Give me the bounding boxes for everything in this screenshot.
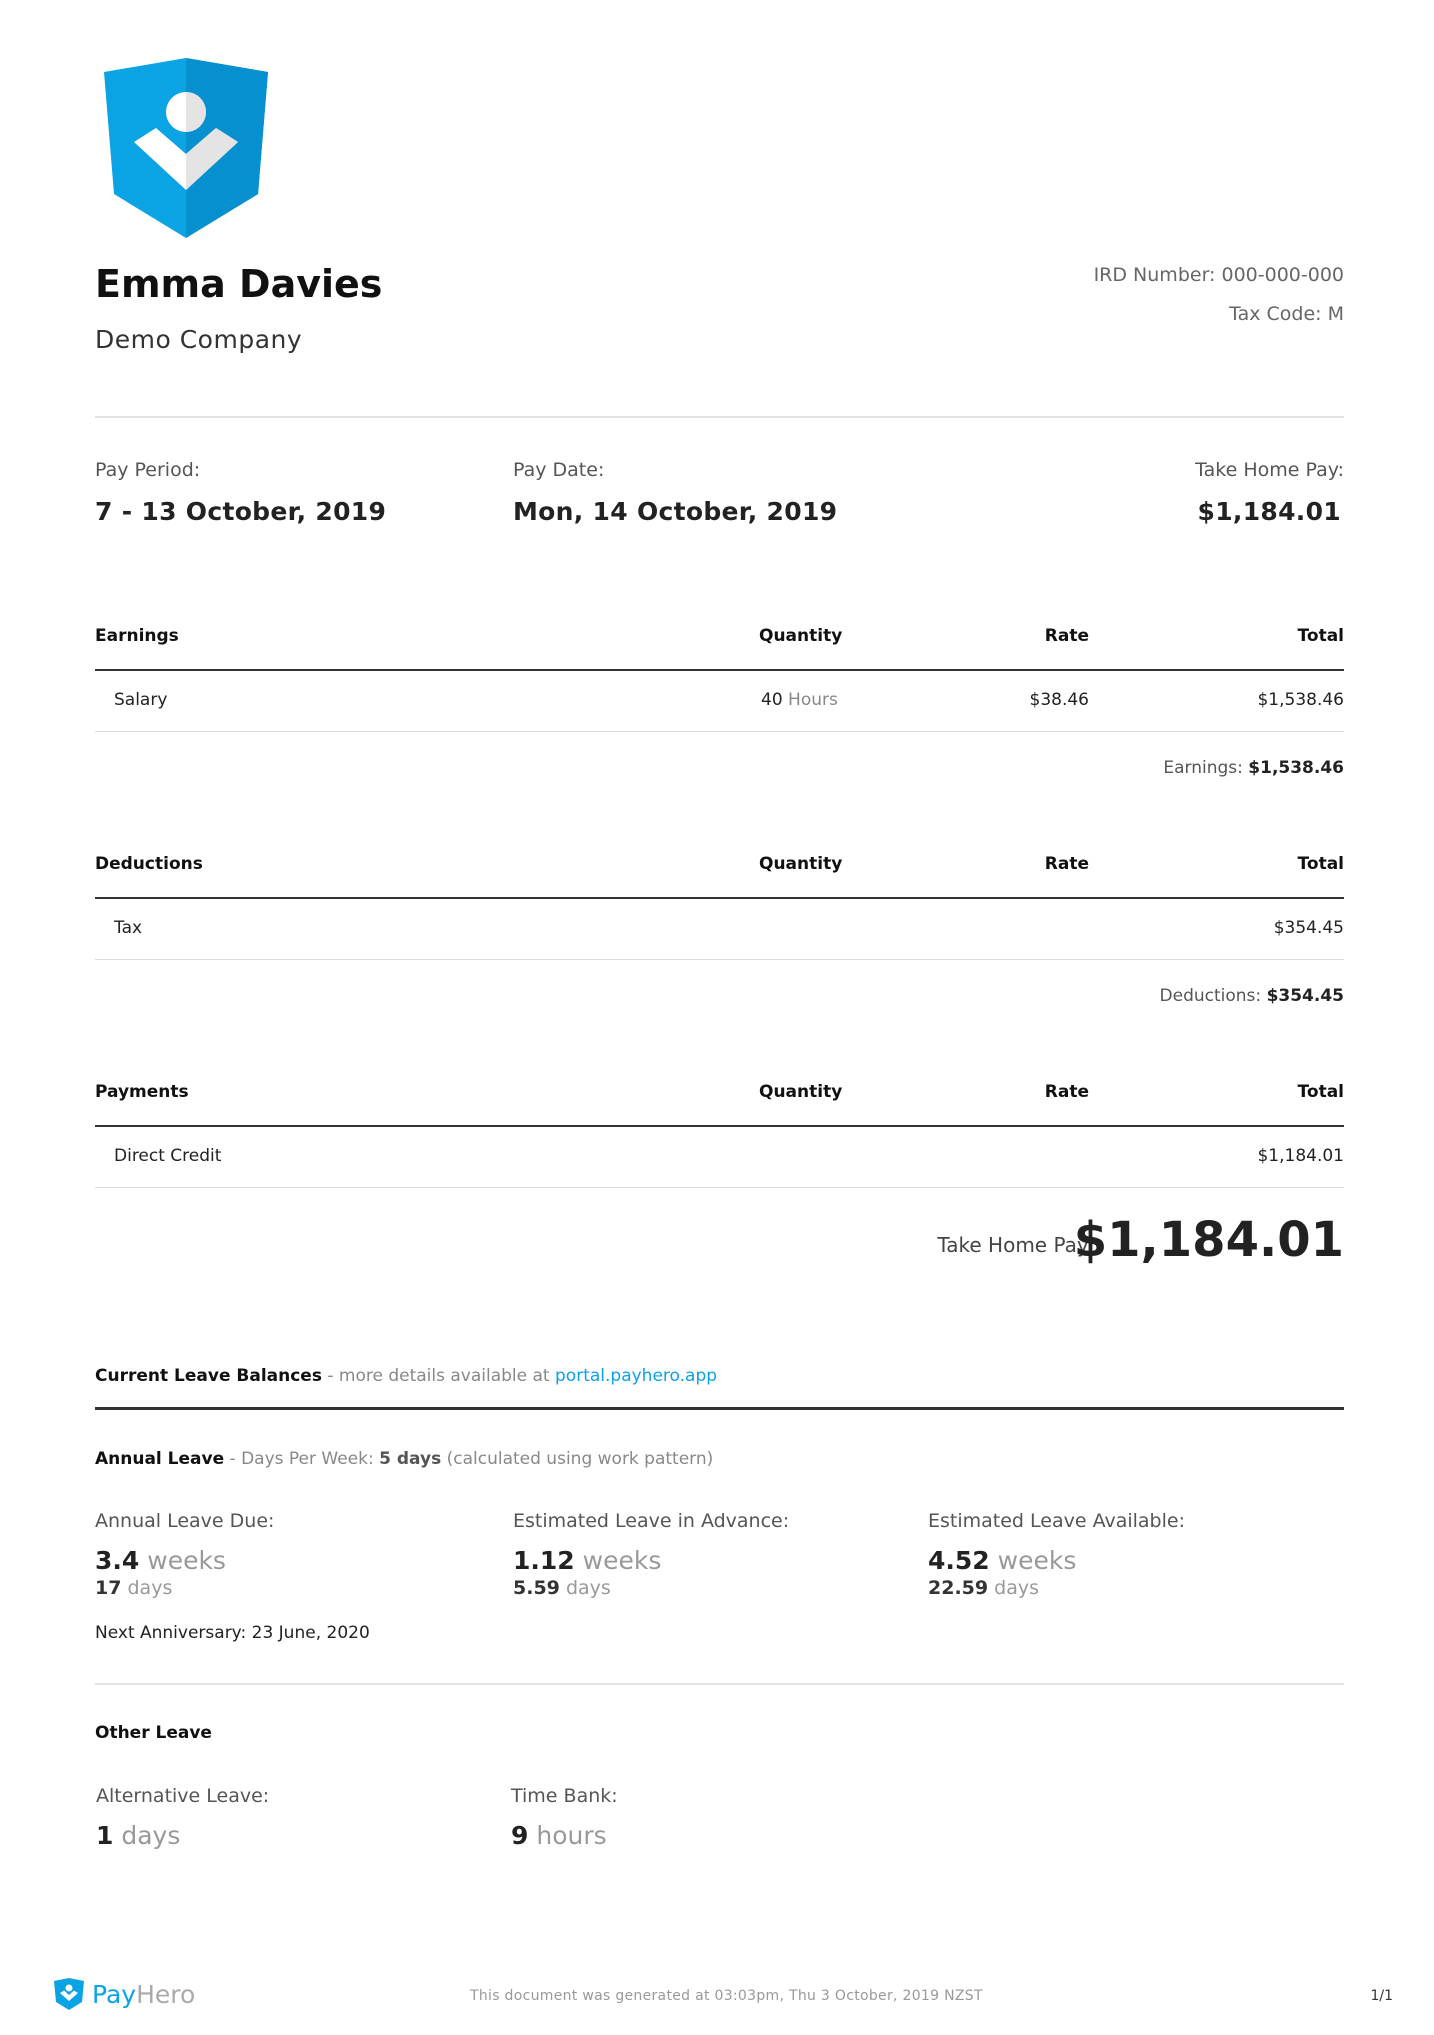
pay-period-label: Pay Period: (95, 459, 201, 481)
days-per-week-value: 5 days (379, 1449, 442, 1469)
quantity-unit: Hours (788, 690, 838, 710)
take-home-total-label: Take Home Pay: (937, 1233, 1094, 1257)
quantity-header: Quantity (759, 854, 843, 874)
payment-name: Direct Credit (114, 1146, 222, 1166)
page-number: 1/1 (1370, 1988, 1393, 2004)
payment-total: $1,184.01 (1257, 1146, 1344, 1166)
leave-item (96, 1785, 269, 1850)
leave-days-value: 17 (95, 1577, 122, 1599)
leave-weeks-value: 1.12 (513, 1546, 575, 1575)
leave-days-value: 22.59 (928, 1577, 989, 1599)
leave-heading: Current Leave Balances (95, 1366, 322, 1386)
days-per-week-label: - Days Per Week: (229, 1449, 374, 1469)
table-rule (95, 1125, 1344, 1127)
subtotal-label: Earnings: (1163, 758, 1243, 778)
leave-days-value: 5.59 (513, 1577, 560, 1599)
quantity-header: Quantity (759, 626, 843, 646)
payhero-shield-icon (54, 1978, 84, 2010)
generated-note: This document was generated at 03:03pm, Thu 3 October, 2019 NZST (470, 1988, 983, 2004)
company-logo (104, 58, 268, 238)
ird-number: IRD Number: 000-000-000 (1093, 264, 1344, 286)
take-home-value: $1,184.01 (1197, 497, 1341, 526)
pay-date-label: Pay Date: (513, 459, 605, 481)
other-leave-title: Other Leave (95, 1723, 212, 1743)
deduction-name: Tax (114, 918, 143, 938)
table-rule (95, 897, 1344, 899)
leave-days-unit: days (565, 1577, 611, 1599)
leave-item-label: Annual Leave Due: (95, 1510, 275, 1532)
leave-item-label: Estimated Leave Available: (928, 1510, 1185, 1532)
row-divider (95, 959, 1344, 960)
leave-weeks-unit: weeks (997, 1546, 1077, 1575)
leave-heading-line (95, 1366, 717, 1386)
employee-name: Emma Davies (95, 262, 383, 306)
leave-item (513, 1510, 789, 1599)
subtotal-label: Deductions: (1159, 986, 1262, 1006)
leave-weeks-unit: weeks (147, 1546, 226, 1575)
leave-days-unit: days (994, 1577, 1040, 1599)
leave-item-label: Estimated Leave in Advance: (513, 1510, 790, 1532)
tax-code: Tax Code: M (1229, 303, 1344, 325)
row-divider (95, 731, 1344, 732)
divider (95, 1683, 1344, 1685)
subtotal-value: $1,538.46 (1248, 758, 1344, 778)
leave-weeks-value: 4.52 (928, 1546, 990, 1575)
leave-item-label: Alternative Leave: (96, 1785, 270, 1807)
leave-item (511, 1785, 618, 1850)
row-divider (95, 1187, 1344, 1188)
earnings-subtotal (1163, 758, 1344, 778)
payhero-brand (54, 1978, 195, 2010)
annual-leave-title: Annual Leave (95, 1449, 225, 1469)
rate-header: Rate (1044, 1082, 1089, 1102)
payments-heading: Payments (95, 1082, 189, 1102)
leave-value: 9 (511, 1821, 529, 1850)
total-header: Total (1297, 854, 1344, 874)
leave-unit: hours (536, 1821, 607, 1850)
leave-item (928, 1510, 1185, 1599)
leave-value: 1 (96, 1821, 114, 1850)
next-anniversary: Next Anniversary: 23 June, 2020 (95, 1623, 370, 1643)
quantity-header: Quantity (759, 1082, 843, 1102)
earning-rate: $38.46 (1029, 690, 1089, 710)
deductions-heading: Deductions (95, 854, 203, 874)
total-header: Total (1297, 1082, 1344, 1102)
deduction-total: $354.45 (1273, 918, 1344, 938)
earning-quantity (761, 690, 838, 710)
leave-weeks-unit: weeks (582, 1546, 662, 1575)
table-rule (95, 669, 1344, 671)
total-header: Total (1297, 626, 1344, 646)
pay-period-value: 7 - 13 October, 2019 (95, 497, 387, 526)
pay-date-value: Mon, 14 October, 2019 (513, 497, 838, 526)
rate-header: Rate (1044, 854, 1089, 874)
company-name: Demo Company (95, 325, 303, 354)
rate-header: Rate (1044, 626, 1089, 646)
leave-rule (95, 1407, 1344, 1410)
portal-link[interactable]: portal.payhero.app (555, 1366, 718, 1386)
annual-leave-heading-line (95, 1449, 713, 1469)
leave-item (95, 1510, 274, 1599)
subtotal-value: $354.45 (1266, 986, 1344, 1006)
quantity-value: 40 (761, 690, 783, 710)
leave-weeks-value: 3.4 (95, 1546, 140, 1575)
leave-unit: days (121, 1821, 181, 1850)
brand-pay: Pay (92, 1979, 137, 2009)
divider (95, 416, 1344, 418)
take-home-total-value: $1,184.01 (1073, 1212, 1344, 1268)
leave-subheading: - more details available at (327, 1366, 550, 1386)
earning-total: $1,538.46 (1257, 690, 1344, 710)
leave-item-label: Time Bank: (511, 1785, 618, 1807)
take-home-label: Take Home Pay: (1195, 459, 1344, 481)
deductions-subtotal (1160, 986, 1344, 1006)
earning-name: Salary (114, 690, 168, 710)
days-per-week-note: (calculated using work pattern) (446, 1449, 714, 1469)
brand-hero: Hero (136, 1979, 196, 2009)
earnings-heading: Earnings (95, 626, 179, 646)
leave-days-unit: days (127, 1577, 173, 1599)
